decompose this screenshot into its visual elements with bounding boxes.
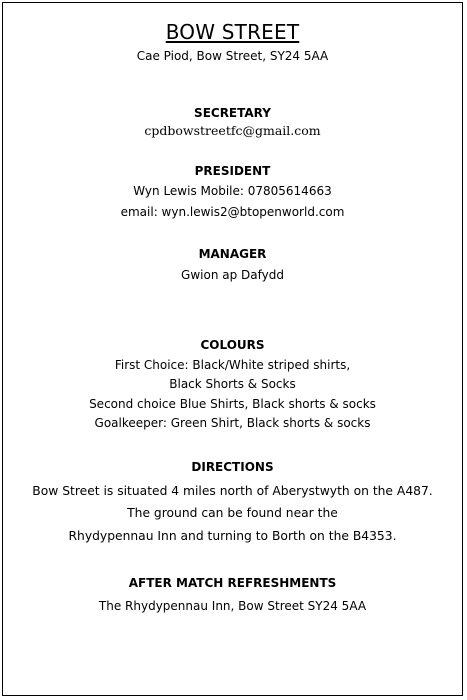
president-heading: PRESIDENT: [194, 164, 271, 178]
directions-line: The ground can be found near the: [127, 506, 338, 520]
colours-line: First Choice: Black/White striped shirts,: [114, 358, 351, 372]
refreshments-heading: AFTER MATCH REFRESHMENTS: [128, 576, 337, 590]
club-info-card: [2, 2, 463, 696]
secretary-email: cpdbowstreetfc@gmail.com: [144, 123, 321, 138]
president-name-mobile: Wyn Lewis Mobile: 07805614663: [133, 184, 332, 198]
president-email: email: wyn.lewis2@btopenworld.com: [120, 205, 345, 219]
directions-line: Rhydypennau Inn and turning to Borth on the B4353.: [68, 529, 397, 543]
refreshments-venue: The Rhydypennau Inn, Bow Street SY24 5AA: [98, 599, 367, 613]
directions-heading: DIRECTIONS: [191, 460, 274, 474]
colours-line: Black Shorts & Socks: [169, 377, 296, 391]
colours-line: Goalkeeper: Green Shirt, Black shorts & socks: [94, 416, 371, 430]
ground-address: Cae Piod, Bow Street, SY24 5AA: [136, 49, 329, 63]
directions-line: Bow Street is situated 4 miles north of Aberystwyth on the A487.: [32, 484, 433, 498]
colours-heading: COLOURS: [200, 338, 265, 352]
secretary-heading: SECRETARY: [194, 106, 271, 120]
manager-name: Gwion ap Dafydd: [181, 268, 284, 282]
club-name: BOW STREET: [165, 20, 300, 44]
manager-heading: MANAGER: [198, 247, 267, 261]
colours-line: Second choice Blue Shirts, Black shorts & socks: [89, 397, 376, 411]
